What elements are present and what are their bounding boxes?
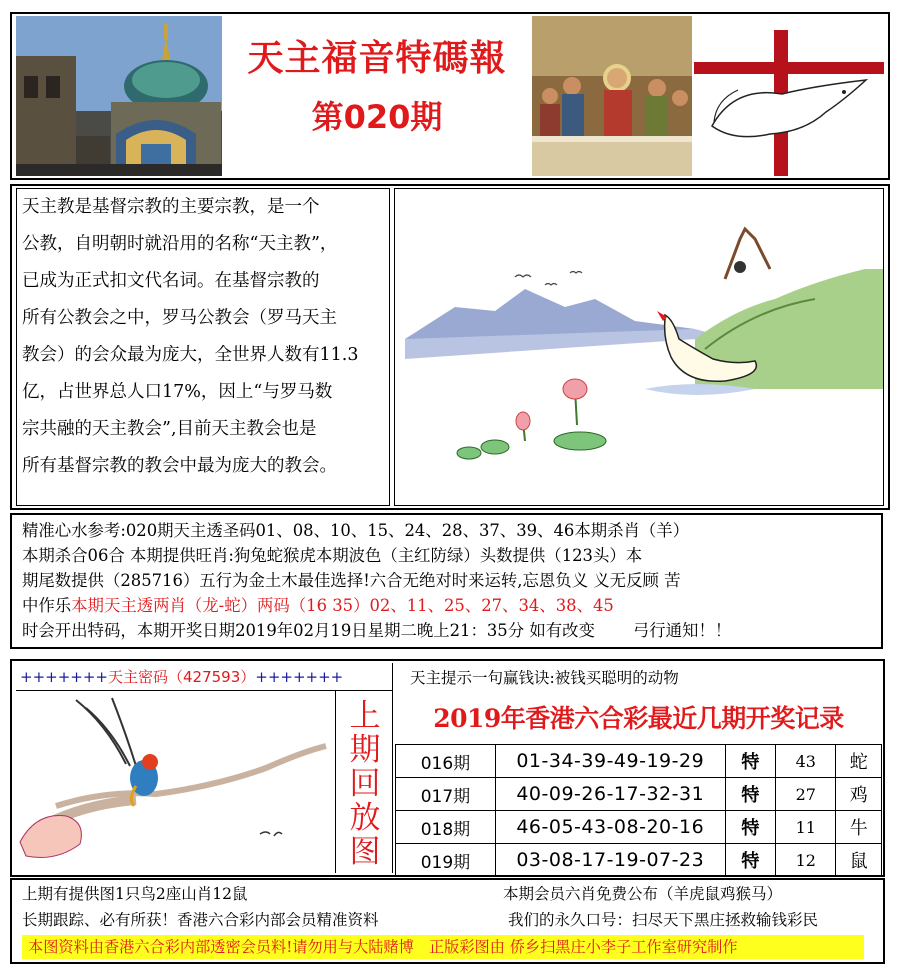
reference-line: 期尾数提供（285716）五行为金土木最佳选择!六合无绝对时来运转,忘恩负义 义无反顾 苦 (22, 571, 681, 590)
record-numbers: 01-34-39-49-19-29 (495, 745, 725, 778)
intro-line: 公教，自明朝时就沿用的名称“天主教”， (22, 234, 338, 254)
reference-line: 时会开出特码，本期开奖日期2019年02月19日星期二晚上21：35分 如有改变 弓行通知！！ (22, 621, 732, 640)
cathedral-image (16, 16, 222, 176)
god-tip: 天主提示一句赢钱诀:被钱买聪明的动物 (410, 669, 679, 687)
secret-code-suffix: +++++++ (255, 668, 344, 686)
record-special: 12 (776, 844, 836, 877)
record-issue: 017期 (396, 778, 496, 811)
review-char: 上 (349, 698, 381, 734)
reference-highlight: 本期天主透两肖（龙-蛇）两码（16 35）02、11、25、27、34、38、45 (71, 596, 614, 615)
record-special: 43 (776, 745, 836, 778)
record-te: 特 (725, 745, 775, 778)
secret-code (20, 666, 343, 687)
footer-line: 长期跟踪、必有所获！香港六合彩内部会员精准资料 (22, 911, 379, 929)
table-row (396, 745, 882, 778)
intro-line: 宗共融的天主教会”,目前天主教会也是 (22, 419, 317, 439)
reference-text: 中作乐 (22, 596, 72, 615)
record-numbers: 03-08-17-19-07-23 (495, 844, 725, 877)
table-row (396, 811, 882, 844)
secret-code-label: 天主密码（427593） (107, 668, 256, 686)
review-char: 放 (349, 800, 381, 836)
record-zodiac: 鸡 (836, 778, 882, 811)
record-zodiac: 牛 (836, 811, 882, 844)
reference-line (22, 595, 614, 617)
table-row (396, 844, 882, 877)
records-title: 2019年香港六合彩最近几期开奖记录 (433, 704, 844, 733)
record-zodiac: 鼠 (836, 844, 882, 877)
footer-line: 上期有提供图1只鸟2座山肖12鼠 (22, 885, 248, 903)
table-row (396, 778, 882, 811)
intro-line: 天主教是基督宗教的主要宗教，是一个 (22, 197, 320, 217)
swan-landscape-image (394, 188, 884, 506)
record-zodiac: 蛇 (836, 745, 882, 778)
bird-image (16, 694, 334, 872)
record-te: 特 (725, 778, 775, 811)
record-issue: 019期 (396, 844, 496, 877)
intro-line: 所有基督宗教的教会中最为庞大的教会。 (22, 456, 337, 476)
review-char: 图 (349, 834, 381, 870)
newspaper-title: 天主福音特碼報 (247, 38, 507, 79)
reference-line: 本期杀合06合 本期提供旺肖:狗兔蛇猴虎本期波色（主红防绿）头数提供（123头）本 (22, 546, 643, 565)
footer-highlight: 本图资料由香港六合彩内部透密会员料!请勿用与大陆赌博 正版彩图由 侨乡扫黑庄小李子工作室研究制作 (22, 935, 864, 959)
reference-line: 精准心水参考:020期天主透圣码01、08、10、15、24、28、37、39、46本期杀肖（羊） (22, 521, 690, 540)
review-char: 回 (349, 766, 381, 802)
record-te: 特 (725, 811, 775, 844)
record-issue: 016期 (396, 745, 496, 778)
record-special: 11 (776, 811, 836, 844)
intro-line: 亿，占世界总人口17%，因上“与罗马数 (22, 382, 333, 402)
record-te: 特 (725, 844, 775, 877)
secret-code-prefix: +++++++ (20, 668, 108, 686)
footer-line: 我们的永久口号：扫尽天下黑庄拯救输钱彩民 (508, 911, 819, 929)
last-supper-image (532, 16, 692, 176)
records-table (395, 744, 882, 877)
intro-line: 所有公教会之中，罗马公教会（罗马天主 (22, 308, 337, 328)
cross-dove-image (694, 16, 886, 176)
issue-number: 第020期 (311, 98, 443, 136)
record-issue: 018期 (396, 811, 496, 844)
record-numbers: 46-05-43-08-20-16 (495, 811, 725, 844)
footer-line: 本期会员六肖免费公布（羊虎鼠鸡猴马） (503, 885, 783, 903)
review-char: 期 (349, 732, 381, 768)
intro-line: 已成为正式扣文代名词。在基督宗教的 (22, 271, 320, 291)
intro-line: 教会）的会众最为庞大，全世界人数有11.3 (22, 345, 359, 365)
record-special: 27 (776, 778, 836, 811)
record-numbers: 40-09-26-17-32-31 (495, 778, 725, 811)
